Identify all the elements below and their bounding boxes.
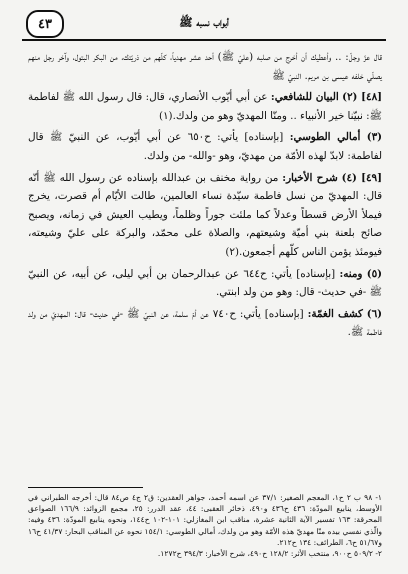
footnote-separator — [28, 487, 143, 488]
hadith-text: عن أبي أيّوب الأنصاري، قال: قال رسول الله ﷺ لفاطمة ﷺ: نبيّنا خير الأنبياء .. ومنّا المهديّ وهو من ولدك.(١) — [28, 91, 382, 122]
source-title: كشف الغمّة: — [307, 307, 363, 320]
source-title: البيان للشافعي: — [270, 91, 339, 104]
hadith-number: (٦) — [366, 307, 382, 320]
hadith-text: [بإسناده] يأتي: ح٦٤٤ عن عبدالرحمان بن أبي ليلى، عن أبيه، عن النبيّ ﷺ -في حديث- قال: وهو من ولد ابنتي. — [28, 267, 382, 299]
footnote-1: ١- ٩٨ ب ٢ ح١، المعجم الصغير: ٣٧/١ عن اسمه أحمد، جواهر العقدين: ق٢ ج٤ ص٨٤ قال: أخرجه الطبراني في الأوسط، ينابيع المودّة: ٤٣٦ ح٤٣٦ و٤٩٠، ذخائر العقبى: ٤٤، عقد الدرر: ٢٥، مجمع الزوائد: ١٦٦/٩ الصواعق المحرقة: ١٦٣ تفسير الآية الثانية عشرة، مناقب ابن المغازلي: ١٠١-١٠٢ ح١٤٤، ونحوه ينابيع المودّة: ٤٣٦ وفيه: والّذي نفسي بيده منّا مهديّ هذه الأمّة وهو من ولدك، أمالي الطوسي: ١٥٤/١ نحوه عن المناقب البحار: ٤١/٣٧ ح١٦ و٥١/٦٧ ح٦، الطرائف: ١٣٤ ح٢١٢. — [28, 493, 382, 547]
header-rule — [22, 39, 386, 41]
paragraph-3 — [28, 128, 382, 165]
main-text — [28, 48, 382, 430]
hadith-number: (٥) — [366, 267, 382, 280]
footnotes — [28, 492, 382, 568]
source-title: أمالي الطوسي: — [289, 131, 361, 144]
paragraph-4 — [28, 169, 382, 262]
source-title: شرح الأخبار: — [282, 171, 338, 184]
hadith-number: [٤٩] (٤) — [341, 171, 382, 184]
hadith-text: [بإسناده] يأتي: ح٦٥٠ عن أبي أيّوب، عن النبيّ ﷺ قال لفاطمة: لابدّ لهذه الأمّة من مهديّ، وهو -والله- من ولدك. — [28, 131, 382, 162]
page-number: ٤٣ — [38, 16, 52, 32]
paragraph-1: قال عزّ وجلّ: .. وأعطيك أن أخرج من صلبه (عليّ ﷺ) أحد عشر مهدياً، كلّهم من ذريّتك، من البكر البتول، وآخر رجل منهم يصلّي خلفه عيسى بن مريم. النبيّ ﷺ — [28, 51, 382, 82]
footnote-2: ٢- ٥٠٩/٢ ح٩٠٠، منتخب الأثر: ١٢٨/٢ ح٤٩٠، شرح الأخبار: ٣٩٤/٣ ح١٢٧٢. — [157, 549, 382, 559]
hadith-text: [بإسناده] يأتي: ح٧٤٠ عن أمّ سلمة، عن النبيّ ﷺ -في حديث- قال: المهديّ من ولد فاطمة ﷺ. — [28, 307, 382, 339]
page-header — [22, 10, 386, 40]
paragraph-6 — [28, 305, 382, 342]
hadith-number: (٣) — [366, 131, 382, 144]
hadith-text: من رواية مخنف بن عبدالله بإسناده عن رسول الله ﷺ أنّه قال: المهديّ من نسل فاطمة سيّدة نساء العالمين، طالت الأيّام أم قصرت، يخرج فيملأ الأرض قسطاً وعدلاً كما ملئت جوراً وظلماً، ويطيب العيش في زمانه، ويصبح صائح بلعنة بني أميّة وشيعتهم، والصلاة على محمّد، والبركة على عليّ وشيعته، فيومئذ يؤمن الناس كلّهم أجمعون.(٢) — [28, 171, 382, 258]
paragraph-5 — [28, 265, 382, 302]
source-title: ومنه: — [339, 267, 363, 280]
paragraph-2 — [28, 88, 382, 125]
running-title: أبواب نسبه ﷺ — [179, 16, 229, 29]
hadith-number: [٤٨] (٢) — [342, 91, 382, 104]
